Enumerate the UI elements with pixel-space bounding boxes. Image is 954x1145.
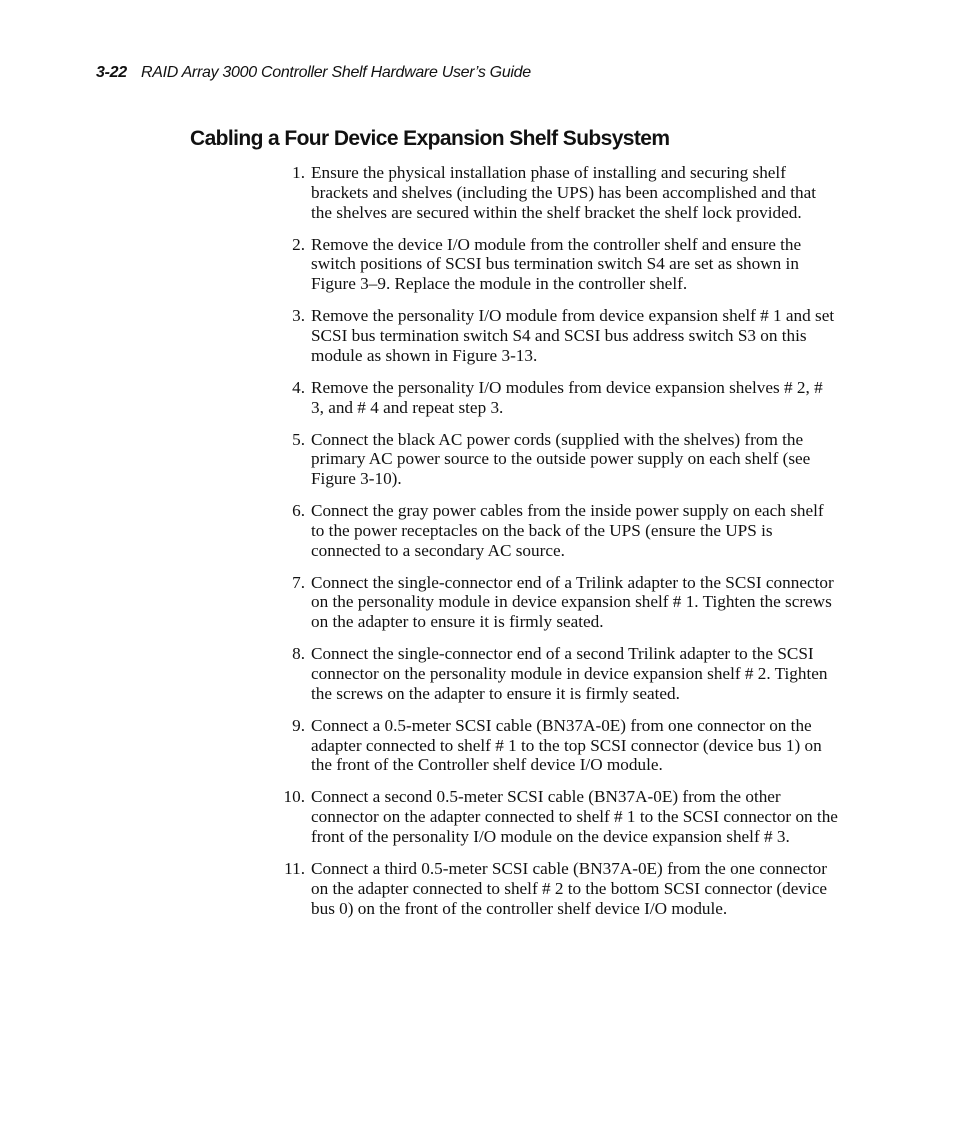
running-header: [96, 64, 531, 82]
step-text: Remove the personality I/O module from device expansion shelf # 1 and set SCSI bus termination switch S4 and SCSI bus address switch S3 on this module as shown in Figure 3-13.: [311, 306, 835, 365]
step-item: [278, 573, 838, 632]
step-text: Connect a second 0.5-meter SCSI cable (BN37A-0E) from the other connector on the adapter connected to shelf # 1 to the SCSI connector on the front of the personality I/O module on the device expansion shelf # 3.: [311, 787, 838, 846]
guide-title: RAID Array 3000 Controller Shelf Hardware User’s Guide: [140, 64, 531, 81]
step-number: 11.: [284, 858, 305, 878]
step-text: Ensure the physical installation phase of installing and securing shelf brackets and shelves (including the UPS) has been accomplished and that the shelves are secured within the shelf bracket the shelf lock provided.: [311, 163, 816, 222]
step-number: 1.: [292, 163, 305, 182]
step-number: 8.: [292, 644, 305, 664]
step-item: [278, 235, 838, 294]
step-text: Connect the black AC power cords (supplied with the shelves) from the primary AC power source to the outside power supply on each shelf (see Figure 3-10).: [311, 429, 811, 489]
step-item: [278, 163, 838, 222]
step-item: [278, 306, 838, 365]
section-heading: Cabling a Four Device Expansion Shelf Subsystem: [190, 127, 670, 150]
step-number: 7.: [292, 572, 305, 592]
step-item: [278, 716, 838, 775]
step-text: Connect the single-connector end of a Trilink adapter to the SCSI connector on the personality module in device expansion shelf # 1. Tighten the screws on the adapter to ensure it is firmly seated.: [311, 572, 834, 632]
page-number: 3-22: [96, 64, 127, 81]
step-text: Remove the device I/O module from the controller shelf and ensure the switch positions of SCSI bus termination switch S4 are set as shown in Figure 3–9. Replace the module in the controller shelf.: [311, 234, 802, 294]
step-item: [278, 644, 838, 703]
step-number: 10.: [283, 787, 305, 807]
step-text: Connect a third 0.5-meter SCSI cable (BN37A-0E) from the one connector on the adapter connected to shelf # 2 to the bottom SCSI connector (device bus 0) on the front of the controller shelf device I/O module.: [311, 858, 827, 918]
step-text: Remove the personality I/O modules from device expansion shelves # 2, # 3, and # 4 and repeat step 3.: [311, 377, 823, 417]
step-item: [278, 859, 838, 918]
step-number: 2.: [292, 234, 305, 254]
step-text: Connect the single-connector end of a second Trilink adapter to the SCSI connector on the personality module in device expansion shelf # 2. Tighten the screws on the adapter to ensure it is firmly seated.: [311, 644, 828, 703]
step-item: [278, 501, 838, 560]
step-number: 6.: [292, 501, 305, 521]
step-number: 4.: [292, 377, 305, 397]
step-number: 9.: [292, 715, 305, 735]
step-item: [278, 787, 838, 846]
procedure-steps-list: [278, 163, 838, 931]
step-number: 3.: [292, 306, 305, 326]
step-number: 5.: [292, 429, 305, 449]
step-text: Connect the gray power cables from the inside power supply on each shelf to the power receptacles on the back of the UPS (ensure the UPS is connected to a secondary AC source.: [311, 501, 824, 560]
step-item: [278, 378, 838, 418]
step-item: [278, 430, 838, 489]
step-text: Connect a 0.5-meter SCSI cable (BN37A-0E) from one connector on the adapter connected to shelf # 1 to the top SCSI connector (device bus 1) on the front of the Controller shelf device I/O module.: [311, 715, 822, 775]
